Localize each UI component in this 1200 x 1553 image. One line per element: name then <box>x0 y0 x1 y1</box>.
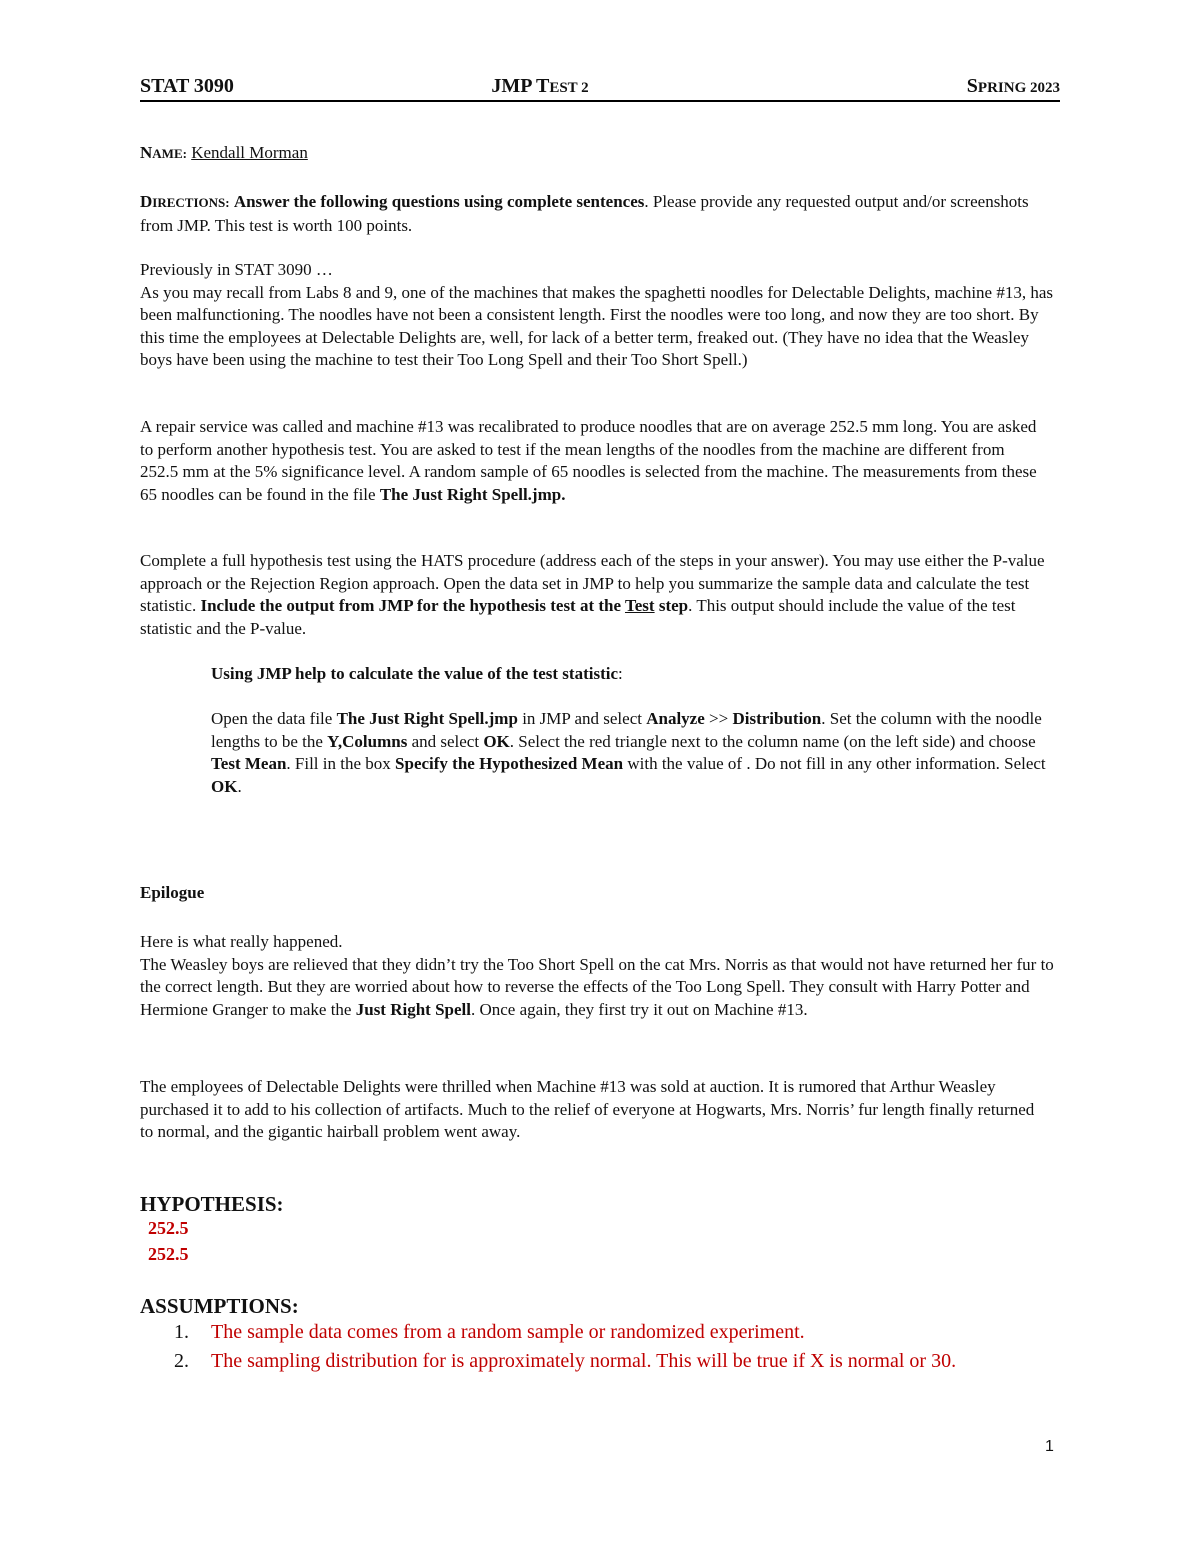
help-t2: in JMP and select <box>517 709 647 728</box>
help-ok-1: OK <box>483 731 510 751</box>
help-hypothesized-mean: Specify the Hypothesized Mean <box>395 754 624 774</box>
course-code: STAT 3090 <box>140 75 234 97</box>
help-t7: . Fill in the box <box>286 754 396 774</box>
directions <box>140 191 1030 237</box>
test-title <box>140 74 940 100</box>
help-test-mean: Test Mean <box>211 754 287 774</box>
assumption-text: The sample data comes from a random sample or randomized experiment. <box>211 1321 805 1343</box>
test-title-part-b: EST 2 <box>549 80 589 96</box>
term <box>967 74 1060 100</box>
epilogue-body <box>140 931 1055 1021</box>
repair-end: . <box>561 484 566 504</box>
help-t5: and select <box>407 731 484 751</box>
assumption-number: 2. <box>174 1350 189 1372</box>
directions-text: . Please provide any requested output and/or screenshots from JMP. This test is worth 100 points. <box>140 192 1029 235</box>
epilogue-spell-name: Just Right Spell <box>355 999 471 1019</box>
task-text: Complete a full hypothesis test using the HATS procedure (address each of the steps in your answer). You may use either the P-value approach or the Rejection Region approach. Open the data set in JMP to help you summarize the sample data and calculate the test statistic. <box>140 551 1045 616</box>
page-header <box>140 74 1060 102</box>
intro-line: Previously in STAT 3090 … <box>140 260 333 279</box>
page-number: 1 <box>1045 1438 1054 1455</box>
help-t6: . Select the red triangle next to the column name (on the left side) and choose <box>509 731 1036 751</box>
directions-label-b: IRECTIONS: <box>152 195 230 210</box>
test-title-part-a: JMP T <box>491 75 550 97</box>
name-label <box>140 143 187 162</box>
hypothesis-null-value: 252.5 <box>148 1218 189 1238</box>
data-file-name: The Just Right Spell.jmp <box>379 484 562 504</box>
help-t9: . <box>237 776 242 796</box>
help-ok-2: OK <box>211 776 238 796</box>
task-bold-a: Include the output from JMP for the hypothesis test at the <box>200 596 625 616</box>
task-test-step: Test <box>624 596 655 616</box>
term-part-a: S <box>966 75 978 97</box>
help-ycolumns: Y,Columns <box>327 731 408 751</box>
hypothesis-alt-value: 252.5 <box>148 1244 189 1264</box>
name-label-b: AME: <box>152 146 187 161</box>
epilogue-ending <box>140 1076 1040 1144</box>
repair-text: A repair service was called and machine #13 was recalibrated to produce noodles that are on average 252.5 mm long. You are asked to perform another hypothesis test. You are asked to test if the mean lengths of the noodles from the machine are different from 252.5 mm at the 5% significance level. A random sample of 65 noodles is selected from the machine. The measurements from these 65 noodles can be found in the file <box>140 417 1037 504</box>
epilogue-heading <box>140 882 1040 905</box>
name-line <box>140 142 1040 166</box>
help-file: The Just Right Spell.jmp <box>336 709 518 728</box>
intro-section <box>140 259 1055 372</box>
intro-paragraph: As you may recall from Labs 8 and 9, one of the machines that makes the spaghetti noodles for Delectable Delights, machine #13, has been malfunctioning. The noodles have not been a consistent length. First the noodles were too long, and now they are too short. By this time the employees at Delectable Delights are, well, for lack of a better term, freaked out. (They have no idea that the Weasley boys have been using the machine to test their Too Long Spell and their Too Short Spell.) <box>140 282 1054 370</box>
directions-bold: Answer the following questions using complete sentences <box>233 192 645 211</box>
jmp-help-heading <box>211 663 1061 686</box>
student-name: Kendall Morman <box>191 143 308 162</box>
help-t1: Open the data file <box>211 709 337 728</box>
task-bold-b: step <box>654 596 689 616</box>
epilogue-p2: The employees of Delectable Delights were thrilled when Machine #13 was sold at auction. It is rumored that Arthur Weasley purchased it to add to his collection of artifacts. Much to the relief of everyone at Hogwarts, Mrs. Norris’ fur length finally returned to normal, and the gigantic hairball problem went away. <box>140 1077 1035 1142</box>
assumption-text: The sampling distribution for is approximately normal. This will be true if X is normal or 30. <box>211 1350 957 1372</box>
epilogue-line: Here is what really happened. <box>140 932 343 951</box>
directions-label <box>140 192 230 211</box>
assumptions-heading: ASSUMPTIONS: <box>140 1294 299 1318</box>
jmp-help-instructions <box>211 708 1056 798</box>
help-analyze: Analyze <box>646 709 705 728</box>
help-heading: Using JMP help to calculate the value of the test statistic <box>211 664 618 683</box>
task-paragraph <box>140 550 1050 640</box>
epilogue-p1c: . Once again, they first try it out on Machine #13. <box>470 999 808 1019</box>
task-text-end: . This output should include the value of the test statistic and the P-value. <box>140 596 1016 638</box>
help-distribution: Distribution <box>732 709 822 728</box>
hypothesis-heading: HYPOTHESIS: <box>140 1192 284 1216</box>
assumption-number: 1. <box>174 1321 189 1343</box>
term-part-b: PRING 2023 <box>977 80 1060 96</box>
epilogue-title: Epilogue <box>140 883 205 902</box>
repair-paragraph <box>140 416 1040 506</box>
directions-label-a: D <box>140 192 153 211</box>
help-t4: . Set the column with the noodle lengths to be the <box>211 709 1042 751</box>
help-t3: >> <box>704 709 733 728</box>
epilogue-p1a: The Weasley boys are relieved that they didn’t try the Too Short Spell on the cat Mrs. Norris as that would not have returned her fur to the correct length. But they are worried about how to reverse the effects of the Too Long Spell. They consult with Harry Potter and Hermione Granger to make the <box>140 954 1054 1019</box>
help-t8: with the value of . Do not fill in any other information. Select <box>623 754 1046 774</box>
name-label-a: N <box>140 143 153 162</box>
help-heading-end: : <box>618 664 623 683</box>
